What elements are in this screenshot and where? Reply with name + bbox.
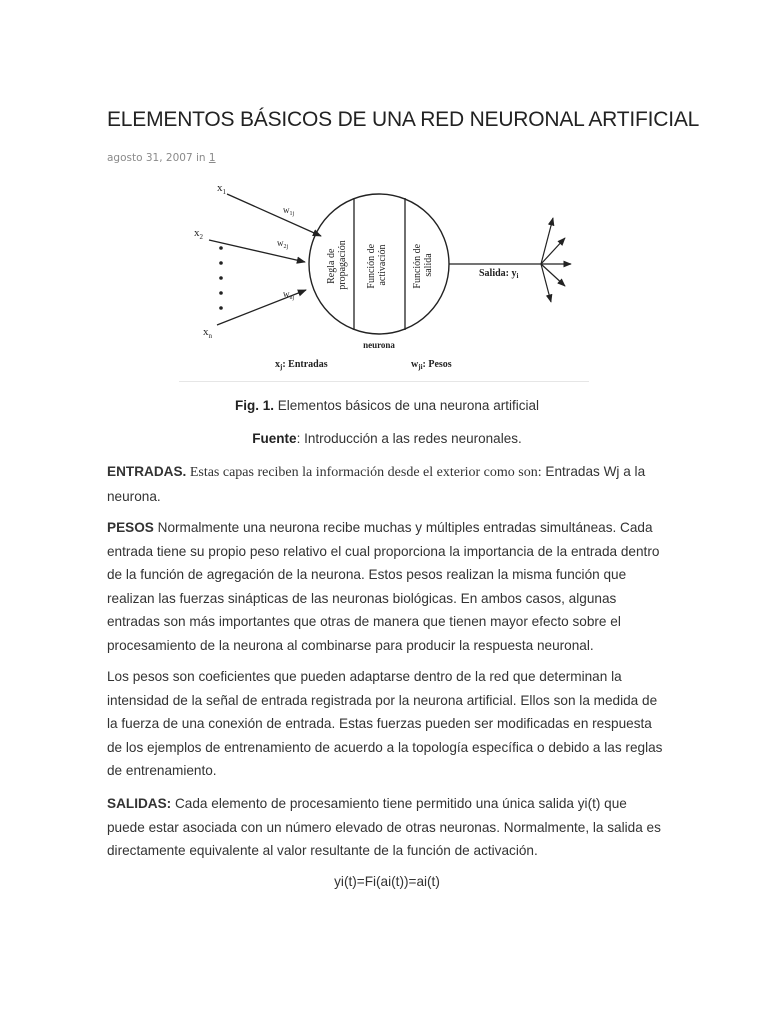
paragraph-coeficientes: Los pesos son coeficientes que pueden adaptarse dentro de la red que determinan la intensidad de la señal de entrada registrada por la neurona artificial. Ellos son la medida de la fuerza de una conexión de entrada. Estas fuerzas pueden ser modificadas en respuesta de los ejemplos de entrenamiento de acuerdo a la topología específica o debido a las reglas de entrenamiento.	[107, 669, 663, 779]
input-xn-label: $x_n$	[203, 326, 212, 340]
legend-inputs: $x_j$: Entradas	[275, 359, 328, 371]
neuron-label: neurona	[363, 340, 395, 350]
entradas-text: Entradas Wj a la neurona.	[107, 464, 646, 504]
neuron-diagram	[179, 180, 589, 380]
figure-source-text: : Introducción a las redes neuronales.	[296, 431, 522, 446]
figure-source	[107, 431, 667, 446]
figure-caption-text: Elementos básicos de una neurona artificial	[274, 398, 539, 413]
stage-propagation-label: Regla de propagación	[326, 240, 348, 290]
post-meta	[107, 152, 216, 164]
weight-w2j-label: $w_{2j}$	[277, 238, 289, 250]
category-link[interactable]: 1	[208, 152, 216, 164]
stage-activation-label: Función de activación	[366, 243, 388, 289]
figure-caption	[107, 398, 667, 413]
output-label: Salida: $y_i$	[479, 268, 519, 280]
legend-weights: $w_{ji}$: Pesos	[411, 359, 452, 371]
input-x1-label: $x_1$	[217, 182, 226, 196]
weight-w1j-label: $w_{1j}$	[283, 205, 295, 217]
entradas-label: ENTRADAS.	[107, 464, 187, 479]
paragraph-pesos	[107, 516, 667, 658]
paragraph-entradas	[107, 460, 667, 508]
entradas-serif-text: Estas capas reciben la información desde el exterior como son:	[186, 465, 542, 480]
output-formula: yi(t)=Fi(ai(t))=ai(t)	[334, 874, 440, 889]
input-arrow-2	[209, 240, 305, 262]
output-fanout-arrows	[541, 218, 571, 302]
weight-wnj-label: $w_{nj}$	[283, 289, 295, 301]
post-in-label: in	[195, 152, 206, 164]
paragraph-salidas	[107, 792, 667, 863]
stage-output-function-label: Función de salida	[412, 243, 434, 289]
figure-caption-label: Fig. 1.	[235, 398, 275, 413]
post-date: agosto 31, 2007	[107, 152, 193, 164]
salidas-text: Cada elemento de procesamiento tiene permitido una única salida yi(t) que puede estar asociada con un número elevado de otras neuronas. Normalmente, la salida es directamente equivalente al valor resultante de la función de activación.	[107, 796, 661, 859]
salidas-label: SALIDAS:	[107, 796, 172, 811]
article-title: ELEMENTOS BÁSICOS DE UNA RED NEURONAL ARTIFICIAL	[107, 108, 700, 131]
neuron-figure	[179, 180, 589, 385]
pesos-label: PESOS	[107, 520, 154, 535]
input-ellipsis	[219, 246, 223, 310]
input-x2-label: $x_2$	[194, 227, 203, 241]
figure-divider	[179, 381, 589, 382]
input-arrow-1	[227, 194, 321, 236]
pesos-text: Normalmente una neurona recibe muchas y múltiples entradas simultáneas. Cada entrada tiene su propio peso relativo el cual proporciona la importancia de la entrada dentro de la función de agregación de la neurona. Estos pesos realizan la misma función que realizan las fuerzas sinápticas de las neuronas biológicas. En ambos casos, algunas entradas son más importantes que otras de manera que tienen mayor efecto sobre el procesamiento de la neurona al combinarse para producir la respuesta neuronal.	[107, 520, 660, 653]
figure-source-label: Fuente	[252, 431, 297, 446]
